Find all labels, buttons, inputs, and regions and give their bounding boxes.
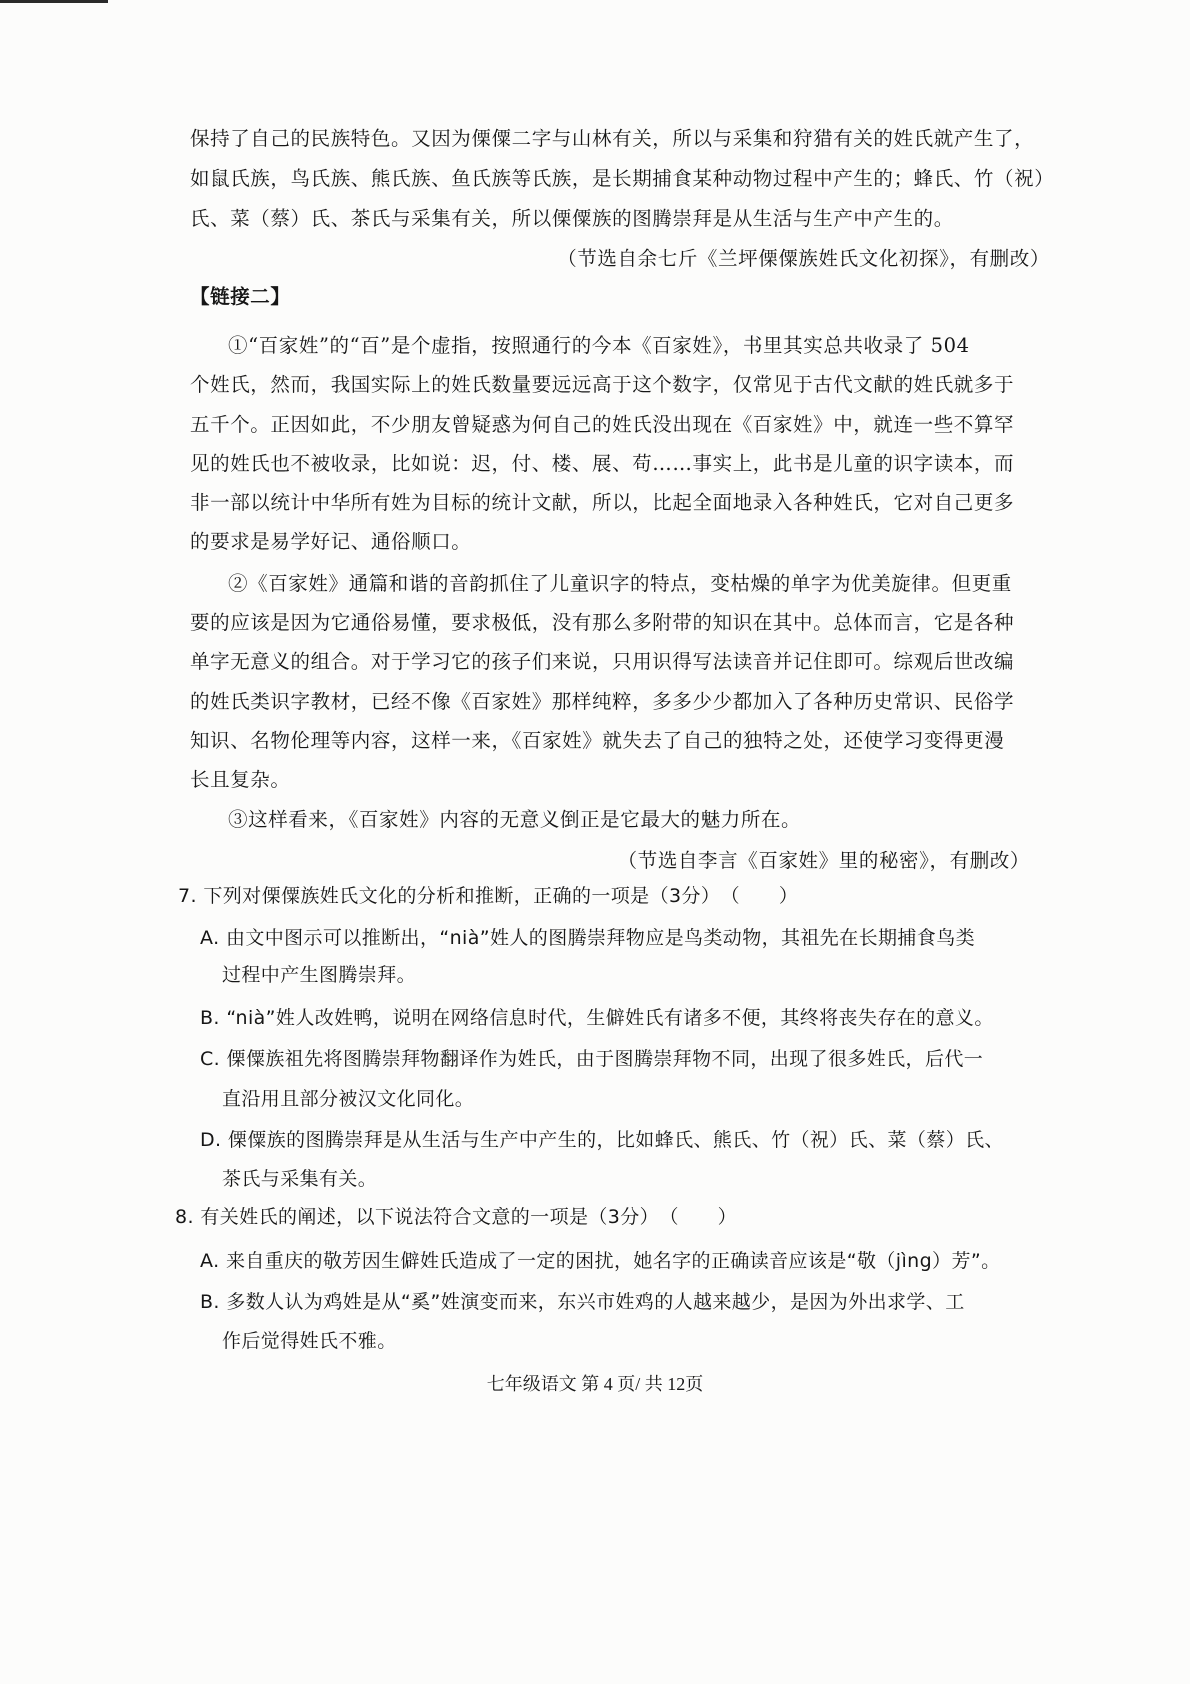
passage-line: 氏、菜（蔡）氏、茶氏与采集有关，所以傈僳族的图腾崇拜是从生活与生产中产生的。 xyxy=(190,207,954,230)
passage-line: ③这样看来，《百家姓》内容的无意义倒正是它最大的魅力所在。 xyxy=(228,808,802,831)
passage-line: 见的姓氏也不被收录，比如说：迟，付、楼、展、苟……事实上，此书是儿童的识字读本，而 xyxy=(190,452,1015,475)
question-7-option-a[interactable]: A. 由文中图示可以推断出，“nià”姓人的图腾崇拜物应是鸟类动物，其祖先在长期捕食鸟类 xyxy=(200,927,975,949)
passage-line: 长且复杂。 xyxy=(190,768,291,791)
question-7-option-c[interactable]: C. 傈僳族祖先将图腾崇拜物翻译作为姓氏，由于图腾崇拜物不同，出现了很多姓氏，后代一 xyxy=(200,1048,984,1070)
passage-line: 个姓氏，然而，我国实际上的姓氏数量要远远高于这个数字，仅常见于古代文献的姓氏就多于 xyxy=(190,373,1015,396)
passage-line: 单字无意义的组合。对于学习它的孩子们来说，只用识得写法读音并记住即可。综观后世改编 xyxy=(190,650,1015,673)
question-8-option-b-cont: 作后觉得姓氏不雅。 xyxy=(222,1330,397,1352)
passage-line: 非一部以统计中华所有姓为目标的统计文献，所以，比起全面地录入各种姓氏，它对自己更多 xyxy=(190,491,1015,514)
question-7-option-a-cont: 过程中产生图腾崇拜。 xyxy=(222,964,417,986)
passage-line: 知识、名物伦理等内容，这样一来，《百家姓》就失去了自己的独特之处，还使学习变得更漫 xyxy=(190,729,1005,752)
question-8-option-a[interactable]: A. 来自重庆的敬芳因生僻姓氏造成了一定的困扰，她名字的正确读音应该是“敬（jìng）芳”。 xyxy=(200,1250,1001,1272)
link2-heading: 【链接二】 xyxy=(190,285,291,308)
scan-edge-mark xyxy=(0,0,108,3)
passage-line: 五千个。正因如此，不少朋友曾疑惑为何自己的姓氏没出现在《百家姓》中，就连一些不算罕 xyxy=(190,413,1015,436)
question-7-option-c-cont: 直沿用且部分被汉文化同化。 xyxy=(222,1088,475,1110)
passage-line: 保持了自己的民族特色。又因为傈僳二字与山林有关，所以与采集和狩猎有关的姓氏就产生了， xyxy=(190,127,1035,150)
question-7-option-d[interactable]: D. 傈僳族的图腾崇拜是从生活与生产中产生的，比如蜂氏、熊氏、竹（祝）氏、菜（蔡）氏、 xyxy=(200,1129,1004,1151)
passage-line: 要的应该是因为它通俗易懂，要求极低，没有那么多附带的知识在其中。总体而言，它是各种 xyxy=(190,611,1015,634)
question-8-option-b[interactable]: B. 多数人认为鸡姓是从“奚”姓演变而来，东兴市姓鸡的人越来越少，是因为外出求学、工 xyxy=(200,1291,965,1313)
passage-line: 如鼠氏族，鸟氏族、熊氏族、鱼氏族等氏族，是长期捕食某种动物过程中产生的；蜂氏、竹（祝） xyxy=(190,167,1055,190)
question-7-option-b[interactable]: B. “nià”姓人改姓鸭，说明在网络信息时代，生僻姓氏有诸多不便，其终将丧失存在的意义。 xyxy=(200,1007,994,1029)
question-7-option-d-cont: 茶氏与采集有关。 xyxy=(222,1168,378,1190)
passage-line: 的姓氏类识字教材，已经不像《百家姓》那样纯粹，多多少少都加入了各种历史常识、民俗学 xyxy=(190,690,1015,713)
passage-line: ①“百家姓”的“百”是个虚指，按照通行的今本《百家姓》，书里其实总共收录了 504 xyxy=(228,334,970,357)
question-7-stem: 7. 下列对傈僳族姓氏文化的分析和推断，正确的一项是（3分） （ ） xyxy=(178,885,799,907)
passage-line: ②《百家姓》通篇和谐的音韵抓住了儿童识字的特点，变枯燥的单字为优美旋律。但更重 xyxy=(228,572,1012,595)
passage-line: 的要求是易学好记、通俗顺口。 xyxy=(190,530,472,553)
question-8-stem: 8. 有关姓氏的阐述，以下说法符合文意的一项是（3分） （ ） xyxy=(175,1206,738,1228)
page-footer: 七年级语文 第 4 页/ 共 12页 xyxy=(486,1374,704,1394)
source-citation-1: （节选自余七斤《兰坪傈僳族姓氏文化初探》，有删改） xyxy=(557,247,1050,270)
source-citation-2: （节选自李言《百家姓》里的秘密》，有删改） xyxy=(617,849,1030,872)
